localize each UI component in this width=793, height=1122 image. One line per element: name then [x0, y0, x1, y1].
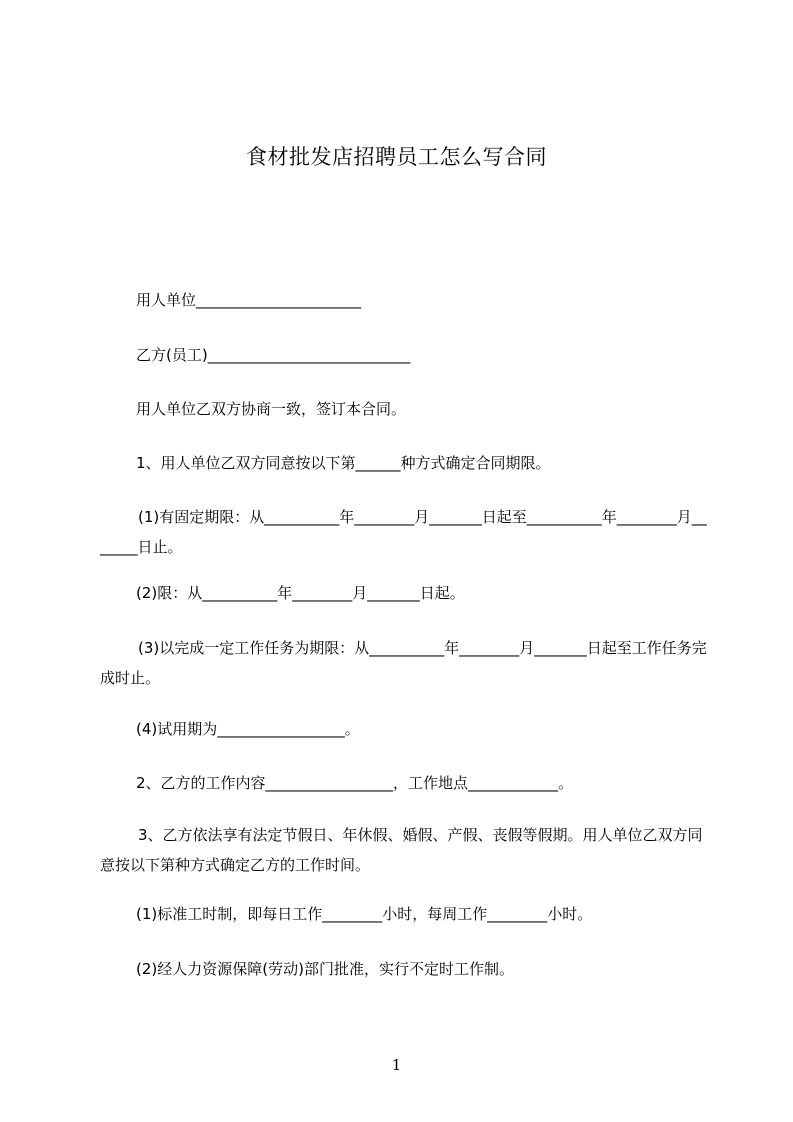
employer-line: 用人单位______________________: [136, 291, 362, 309]
clause-3-option-1: (1)标准工时制，即每日工作________小时，每周工作________小时。: [136, 905, 593, 923]
clause-2: 2、乙方的工作内容_________________，工作地点____________。: [136, 774, 574, 792]
clause-1-option-1: (1)有固定期限：从__________年________月_______日起至__________年________月_______日止。: [100, 508, 707, 556]
clause-3: 3、乙方依法享有法定节假日、年休假、婚假、产假、丧假等假期。用人单位乙双方同意按以下第种方式确定乙方的工作时间。: [100, 826, 703, 874]
clause-1-option-3: (3)以完成一定工作任务为期限：从__________年________月_______日起至工作任务完成时止。: [100, 639, 707, 687]
document-title: 食材批发店招聘员工怎么写合同: [246, 145, 547, 169]
clause-1-option-2: (2)限：从__________年________月_______日起。: [136, 584, 465, 602]
page-number: 1: [391, 1056, 402, 1074]
clause-1-option-4: (4)试用期为_________________。: [136, 720, 360, 738]
clause-3-option-2: (2)经人力资源保障(劳动)部门批准，实行不定时工作制。: [136, 960, 514, 978]
employee-line: 乙方(员工)___________________________: [136, 346, 411, 364]
clause-1: 1、用人单位乙双方同意按以下第______种方式确定合同期限。: [136, 454, 551, 472]
agreement-statement: 用人单位乙双方协商一致，签订本合同。: [136, 400, 407, 418]
